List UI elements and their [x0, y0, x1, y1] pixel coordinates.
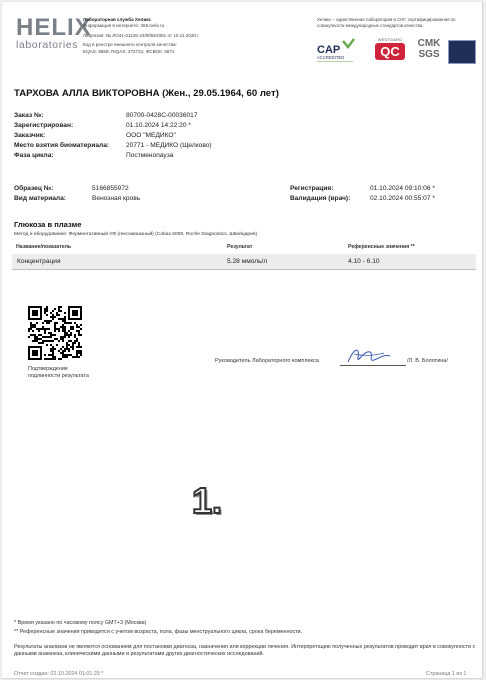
biomaterial-label: Вид материала:: [14, 195, 66, 202]
result-row-ref: 4.10 - 6.10: [348, 258, 380, 265]
test-title: Глюкоза в плазме: [14, 220, 82, 229]
handwritten-number: 1.: [192, 480, 223, 521]
sample-label: Образец №:: [14, 185, 54, 192]
sgs-text: SGS: [418, 49, 440, 60]
collection-site-label: Место взятия биоматериала:: [14, 142, 110, 149]
customer-label: Заказчик:: [14, 132, 46, 139]
lab-site: Информация в интернете: 365.helix.ru: [83, 23, 165, 29]
sample-value: 5166855972: [92, 185, 129, 192]
test-method: Метод и оборудование: Ферментативный УФ (гексокиназный) (Cobas 6000, Roche Diagnostics, Швейцария): [14, 232, 258, 237]
cap-accredited-logo: [315, 38, 355, 64]
handwritten-signature: [344, 344, 394, 368]
qr-caption: [28, 366, 89, 380]
helix-logo: HELIX: [16, 14, 92, 41]
patient-name-line: ТАРХОВА АЛЛА ВИКТОРОВНА (Жен., 29.05.1964, 60 лет): [14, 88, 279, 99]
report-sheet: [2, 2, 483, 679]
collection-site-value: 20771 - МЕДИКО (Щелково): [126, 142, 212, 149]
qr-code-icon[interactable]: [28, 306, 82, 360]
svg-text:ACCREDITED: ACCREDITED: [317, 55, 345, 60]
lab-info: [83, 17, 283, 55]
disclaimer: Результаты анализов не являются основанием для постановки диагноза, назначения или коррекции лечения. Интерпретацию полученных результатов проводит врач в совокупности с данными анамнеза, клиническими данными и результатами других диагностических исследований.: [14, 644, 476, 657]
qr-caption-line-2: подлинности результата: [28, 373, 89, 379]
registration-label: Регистрация:: [290, 185, 334, 192]
license-text: Лицензия: № ЛО41-01126-23/00553381 от 10.11.2020 г.: [83, 32, 200, 38]
certificate-badge: [448, 38, 476, 64]
cmk-text: CMK: [417, 38, 441, 49]
order-number-label: Заказ №:: [14, 112, 44, 119]
westgard-text: WESTGARD: [377, 38, 403, 42]
result-row-value: 5.28 ммоль/л: [227, 258, 268, 265]
lab-title: Лабораторная служба Хеликс: [83, 17, 152, 22]
order-number-value: 80700-0428C-00036017: [126, 112, 198, 119]
report-created: Отчет создан: 02.10.2024 01:01:29 *: [14, 671, 104, 677]
signature-name: /Л. В. Болотина/: [407, 358, 448, 364]
qr-caption-line-1: Подтверждение: [28, 366, 68, 372]
cmk-sgs-logo: [415, 38, 443, 64]
certification-note: Хеликс – единственная лаборатория в СНГ, сертифицированная по совокупности международных стандартов качества:: [317, 17, 456, 29]
ext-control-1: Код в реестре внешнего контроля качества:: [83, 42, 177, 48]
signature-head-label: Руководитель Лабораторного комплекса: [215, 358, 319, 364]
cycle-phase-value: Постменопауза: [126, 152, 174, 159]
footnote-timezone: * Время указано по часовому поясу GMT+3 (Москва): [14, 620, 147, 626]
col-result-header: Результат: [227, 244, 253, 250]
westgard-qc-logo: [375, 38, 405, 64]
qc-badge: QC: [375, 43, 405, 60]
page-number: Страница 1 из 1: [426, 671, 467, 677]
validation-label: Валидация (врач):: [290, 195, 351, 202]
registered-value: 01.10.2024 14:22:20 *: [126, 122, 191, 129]
cycle-phase-label: Фаза цикла:: [14, 152, 54, 159]
svg-text:CAP: CAP: [317, 44, 341, 56]
col-ref-header: Референсные значения **: [348, 244, 415, 250]
validation-value: 02.10.2024 00:55:07 *: [370, 195, 435, 202]
helix-logo-sub: laboratories: [16, 39, 79, 51]
customer-value: ООО "МЕДИКО": [126, 132, 176, 139]
result-row-name: Концентрация: [17, 258, 61, 265]
footnote-reference: ** Референсные значения приводятся с учетом возраста, пола, фазы менструального цикла, срока беременности.: [14, 629, 303, 635]
col-name-header: Название/показатель: [16, 244, 72, 250]
registered-label: Зарегистрирован:: [14, 122, 74, 129]
ext-control-2: EQAS: 8659; RIQAS: 272731; ФСВОК: 5871: [83, 48, 175, 54]
registration-value: 01.10.2024 09:10:06 *: [370, 185, 435, 192]
biomaterial-value: Венозная кровь: [92, 195, 141, 202]
